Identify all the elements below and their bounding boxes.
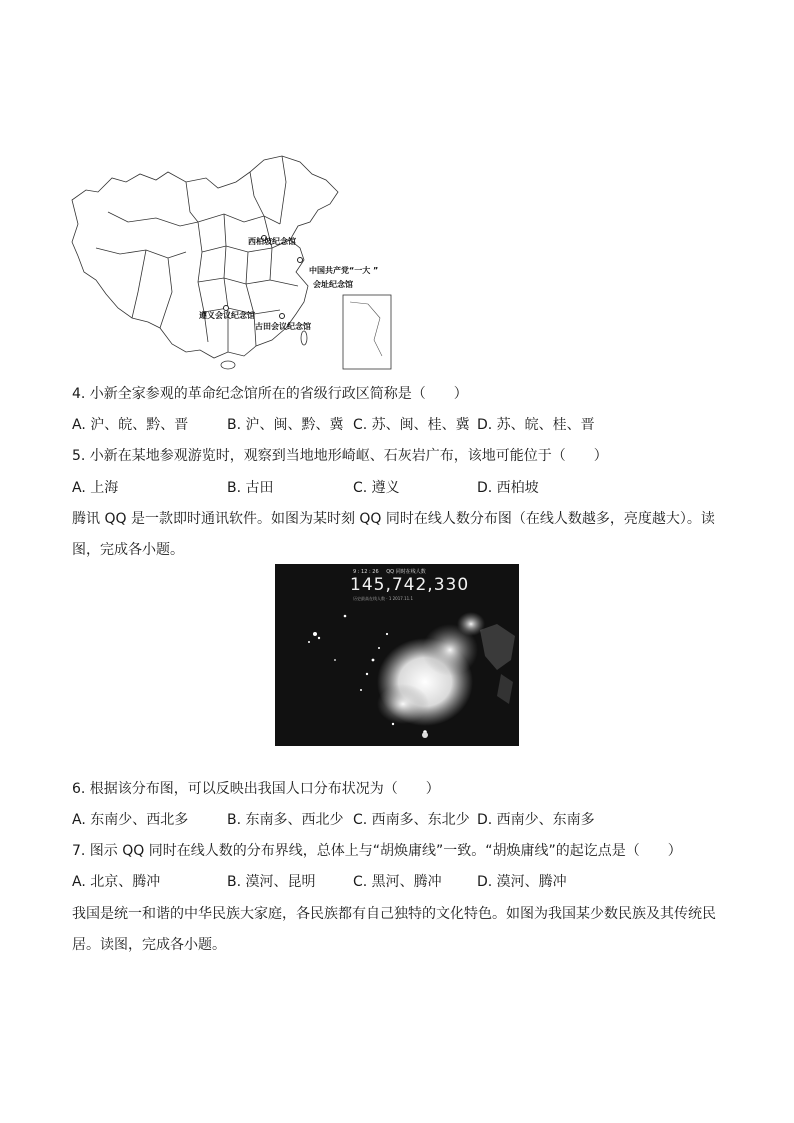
question-5-stem: 5. 小新在某地参观游览时，观察到当地地形崎岖、石灰岩广布，该地可能位于（ ） [72,448,608,464]
q7-option-c: C. 黑河、腾冲 [353,874,442,890]
q4-option-c: C. 苏、闽、桂、冀 [353,417,470,433]
qq-online-count: 145,742,330 [350,575,470,595]
label-zunyi: 遵义会议纪念馆 [199,311,255,320]
gutian-marker [280,314,285,319]
qq-header-title: QQ 同时在线人数 [386,569,426,575]
china-map-outline [68,152,398,374]
qq-intro-line-1: 腾讯 QQ 是一款即时通讯软件。如图为某时刻 QQ 同时在线人数分布图（在线人数越多，亮度越大）。读 [72,511,715,527]
qq-subline: 历史最高在线人数 · 1 2017.11.1 [353,596,413,601]
qq-intro-line-2: 图，完成各小题。 [72,542,184,558]
label-yida-line2: 会址纪念馆 [313,280,353,289]
qq-header [353,568,432,575]
q6-option-d: D. 西南少、东南多 [477,812,595,828]
q5-option-d: D. 西柏坡 [477,480,539,496]
question-6-stem: 6. 根据该分布图，可以反映出我国人口分布状况为（ ） [72,781,440,797]
label-yida-line1: 中国共产党“一大 ” [309,266,379,275]
qq-clock: 9 : 12 : 26 [353,569,379,575]
qq-online-map-figure [275,564,519,746]
ethnic-intro-line-2: 居。读图，完成各小题。 [72,937,226,953]
location-pin-icon [422,732,428,738]
china-map-figure [68,152,398,374]
q7-option-b: B. 漠河、昆明 [227,874,316,890]
q5-option-c: C. 遵义 [353,480,400,496]
q5-option-b: B. 古田 [227,480,274,496]
q6-option-b: B. 东南多、西北少 [227,812,344,828]
label-xibaipo: 西柏坡纪念馆 [248,237,296,246]
south-china-sea-inset [343,295,391,369]
q6-option-c: C. 西南多、东北少 [353,812,470,828]
northeast-glow [457,612,485,636]
south-china-glow [377,684,429,724]
question-4-stem: 4. 小新全家参观的革命纪念馆所在的省级行政区简称是（ ） [72,386,468,402]
yida-marker [298,258,303,263]
question-7-stem: 7. 图示 QQ 同时在线人数的分布界线，总体上与“胡焕庸线”一致。“胡焕庸线”的起讫点是（ ） [72,843,682,859]
q4-option-b: B. 沪、闽、黔、冀 [227,417,344,433]
q6-option-a: A. 东南少、西北多 [72,812,189,828]
q7-option-a: A. 北京、腾冲 [72,874,161,890]
hainan-island [221,361,235,369]
q7-option-d: D. 漠河、腾冲 [477,874,567,890]
q4-option-d: D. 苏、皖、桂、晋 [477,417,595,433]
ethnic-intro-line-1: 我国是统一和谐的中华民族大家庭，各民族都有自己独特的文化特色。如图为我国某少数民族及其传统民 [72,906,716,922]
q5-option-a: A. 上海 [72,480,119,496]
taiwan-island [301,331,307,345]
label-gutian: 古田会议纪念馆 [255,322,311,331]
q4-option-a: A. 沪、皖、黔、晋 [72,417,189,433]
